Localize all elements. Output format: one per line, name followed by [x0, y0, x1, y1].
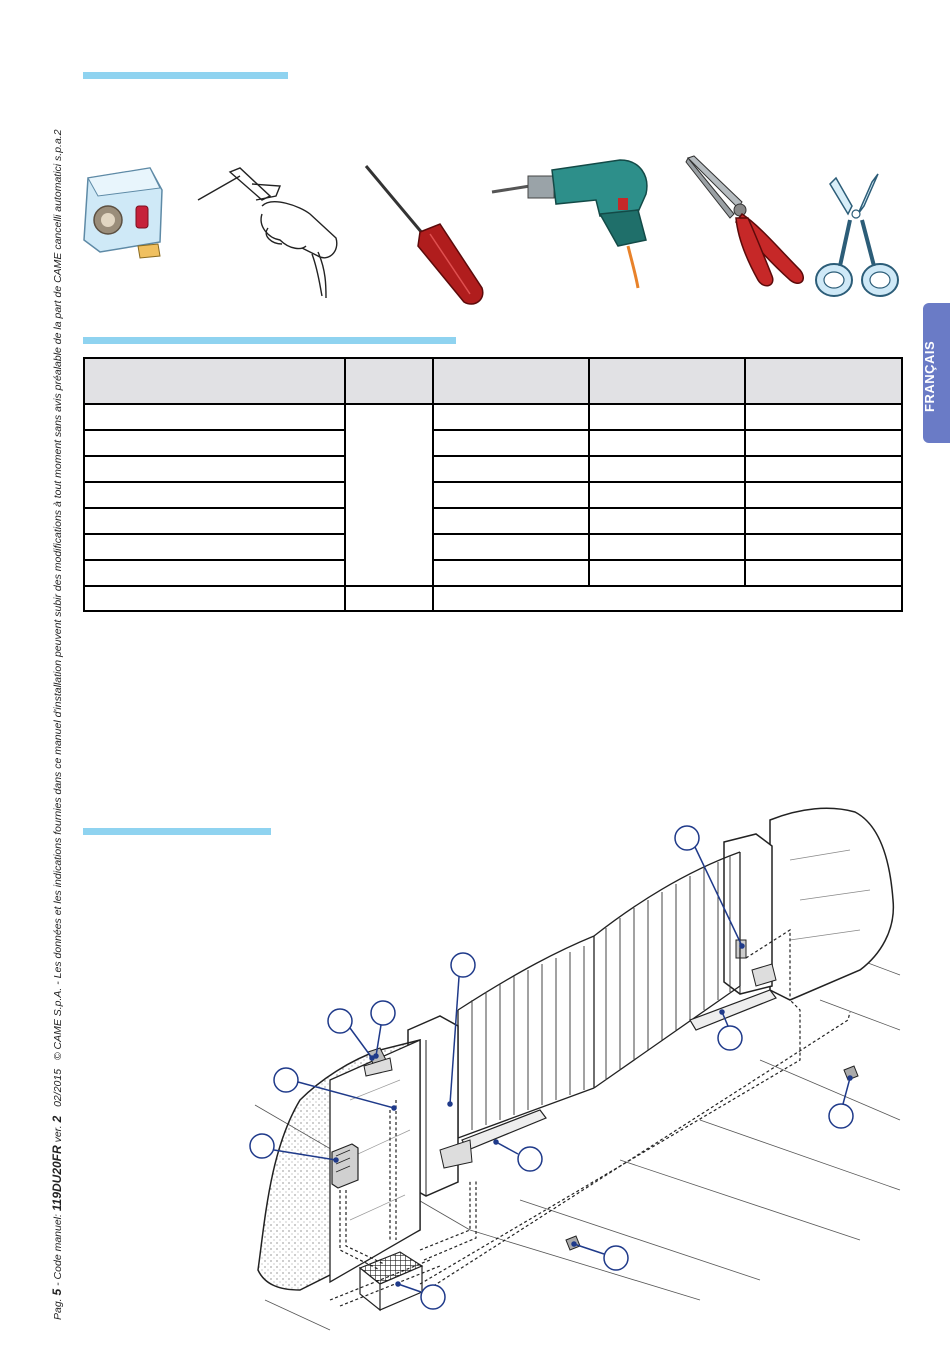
language-tab-label: FRANÇAIS: [922, 340, 937, 412]
callout-marker: [572, 1242, 628, 1270]
junction-box: [360, 1252, 422, 1310]
callout-marker: [829, 1076, 853, 1128]
right-wall: [770, 808, 893, 1000]
callout-marker: [328, 1009, 374, 1060]
photocell-posts: [566, 1066, 858, 1250]
operators: [440, 964, 776, 1168]
callout-marker: [494, 1140, 542, 1171]
gate: [458, 852, 740, 1138]
control-box: [332, 1144, 358, 1188]
side-note: Pag. 5 - Code manuel: 119DU20FR ver. 2 02/2015 © CAME S.p.A. - Les données et les indications fournies dans ce manuel d'installation peuvent subir des modifications à tout moment sans avis préalable de la part de CAME cancelli automatici s.p.a.2: [50, 129, 64, 1320]
